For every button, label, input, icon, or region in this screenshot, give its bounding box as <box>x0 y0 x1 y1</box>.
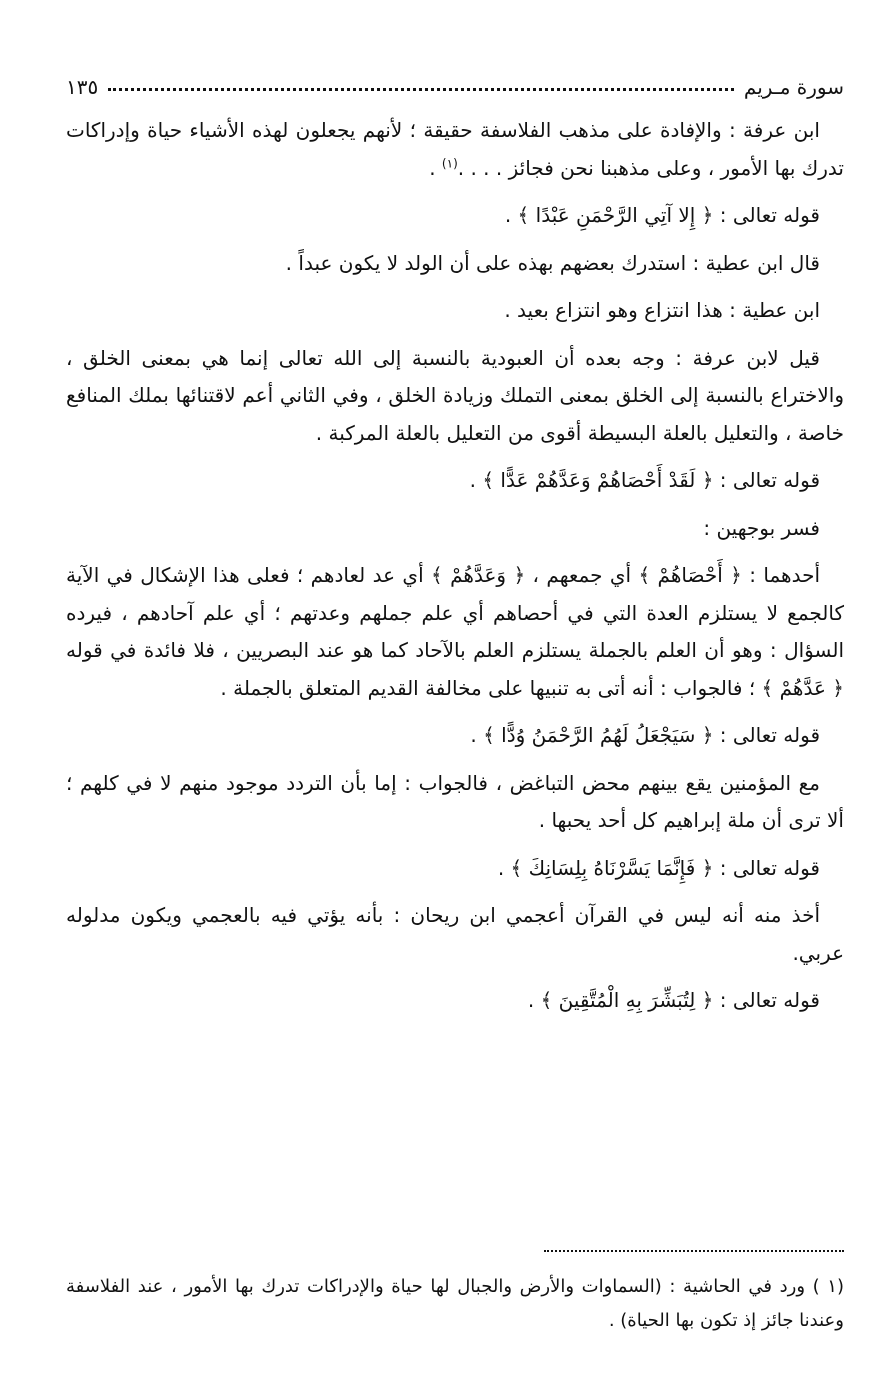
footnote-separator <box>544 1250 844 1252</box>
verse-line: قوله تعالى : ﴿ إِلا آتِي الرَّحْمَنِ عَبْدًا ﴾ . <box>504 203 820 227</box>
verse-line: قوله تعالى : ﴿ سَيَجْعَلُ لَهُمُ الرَّحْمَنُ وُدًّا ﴾ . <box>470 723 820 747</box>
paragraph: ابن عرفة : والإفادة على مذهب الفلاسفة حقيقة ؛ لأنهم يجعلون لهذه الأشياء حياة وإدراكات تدرك بها الأمور ، وعلى مذهبنا نحن فجائز . . . .$^{(١)}$ . <box>66 118 844 180</box>
paragraph: أخذ منه أنه ليس في القرآن أعجمي ابن ريحان : بأنه يؤتي فيه بالعجمي ويكون مدلوله عربي. <box>66 903 844 965</box>
verse-line: قوله تعالى : ﴿ لِتُبَشِّرَ بِهِ الْمُتَّقِينَ ﴾ . <box>527 988 820 1012</box>
footnote-ref: (١) <box>441 155 458 170</box>
paragraph: قيل لابن عرفة : وجه بعده أن العبودية بالنسبة إلى الله تعالى إنما هي بمعنى الخلق ، والاختراع بالنسبة إلى الخلق بمعنى التملك وزيادة الخلق ، وفي الثاني أعم لاقتنائها بملك المنافع خاصة ، والتعليل بالعلة البسيطة أقوى من التعليل بالعلة المركبة . <box>66 345 844 445</box>
paragraph: مع المؤمنين يقع بينهم محض التباغض ، فالجواب : إما بأن التردد موجود منهم لا في كلهم ؛ ألا ترى أن ملة إبراهيم كل أحد يحبها . <box>66 770 844 832</box>
footnote: (١ ) ورد في الحاشية : (السماوات والأرض والجبال لها حياة والإدراكات تدرك بها الأمور ، عند الفلاسفة وعندنا جائز إذ تكون بها الحياة) . <box>66 1276 844 1331</box>
paragraph: قال ابن عطية : استدرك بعضهم بهذه على أن الولد لا يكون عبداً . <box>285 250 820 275</box>
paragraph: ابن عطية : هذا انتزاع وهو انتزاع بعيد . <box>504 298 820 322</box>
verse-line: قوله تعالى : ﴿ فَإِنَّمَا يَسَّرْنَاهُ بِلِسَانِكَ ﴾ . <box>497 855 820 880</box>
paragraph: أحدهما : ﴿ أَحْصَاهُمْ ﴾ أي جمعهم ، ﴿ وَعَدَّهُمْ ﴾ أي عد لعادهم ؛ فعلى هذا الإشكال في الآية كالجمع لا يستلزم العدة التي في أحصاهم أي علم جملهم وعدتهم ؛ أي علم آحادهم ، فيرده السؤال : وهو أن العلم بالجملة يستلزم العلم بالآحاد كما هو عند البصريين ، فلا فائدة في قوله ﴿ عَدَّهُمْ ﴾ ؛ فالجواب : أنه أتى به تنبيها على مخالفة القديم المتعلق بالجملة . <box>66 563 844 700</box>
paragraph: فسر بوجهين : <box>703 515 820 540</box>
running-header <box>66 70 844 104</box>
header-dotted-rule <box>108 88 734 91</box>
main-text <box>66 112 844 1030</box>
verse-line: قوله تعالى : ﴿ لَقَدْ أَحْصَاهُمْ وَعَدَّهُمْ عَدًّا ﴾ . <box>469 468 820 492</box>
surah-title: سورة مـريم <box>743 75 844 99</box>
page-number: ١٣٥ <box>66 75 99 99</box>
page <box>66 0 844 1375</box>
